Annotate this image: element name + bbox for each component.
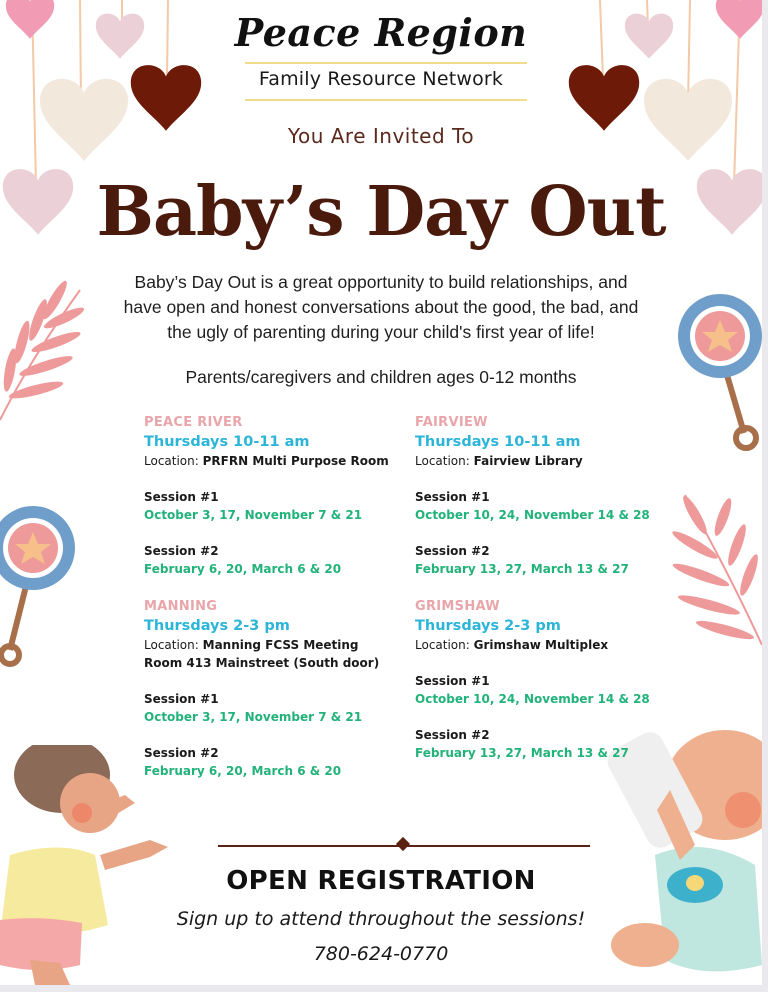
location-venue: Location: Manning FCSS Meeting Room 413 Mainstreet (South door) bbox=[144, 638, 380, 670]
location-venue: Location: Fairview Library bbox=[415, 454, 583, 468]
registration-heading: OPEN REGISTRATION bbox=[226, 866, 536, 896]
session-label: Session #2 bbox=[415, 728, 490, 742]
schedule-column-left bbox=[144, 414, 394, 796]
location-venue: Location: PRFRN Multi Purpose Room bbox=[144, 454, 389, 468]
audience-text: Parents/caregivers and children ages 0-12 months bbox=[185, 367, 577, 387]
event-title: Baby’s Day Out bbox=[96, 172, 666, 252]
session-label: Session #1 bbox=[415, 490, 490, 504]
divider-diamond-icon bbox=[396, 837, 410, 851]
description-line: have open and honest conversations about the good, the bad, and bbox=[123, 297, 639, 317]
session-label: Session #2 bbox=[415, 544, 490, 558]
organization-subtitle: Family Resource Network bbox=[258, 68, 504, 90]
location-name: PEACE RIVER bbox=[144, 415, 243, 430]
session-dates: October 10, 24, November 14 & 28 bbox=[415, 508, 650, 522]
session-label: Session #1 bbox=[415, 674, 490, 688]
session-label: Session #2 bbox=[144, 746, 219, 760]
location-grimshaw bbox=[415, 598, 665, 762]
location-time: Thursdays 2-3 pm bbox=[415, 618, 561, 634]
location-name: MANNING bbox=[144, 599, 218, 614]
registration-tagline: Sign up to attend throughout the sessions! bbox=[176, 908, 586, 930]
session-dates: February 6, 20, March 6 & 20 bbox=[144, 764, 342, 778]
leaf-right-icon bbox=[665, 485, 762, 650]
location-time: Thursdays 2-3 pm bbox=[144, 618, 290, 634]
location-manning bbox=[144, 598, 394, 780]
description-line: the ugly of parenting during your child's first year of life! bbox=[167, 322, 595, 342]
location-time: Thursdays 10-11 am bbox=[415, 434, 581, 450]
session-dates: October 10, 24, November 14 & 28 bbox=[415, 692, 650, 706]
brand-divider-top bbox=[245, 62, 527, 64]
session-dates: February 13, 27, March 13 & 27 bbox=[415, 746, 629, 760]
session-label: Session #1 bbox=[144, 692, 219, 706]
location-peace-river bbox=[144, 414, 394, 578]
location-fairview bbox=[415, 414, 665, 578]
invited-text: You Are Invited To bbox=[287, 124, 475, 148]
session-dates: October 3, 17, November 7 & 21 bbox=[144, 508, 363, 522]
rattle-left-icon bbox=[0, 500, 85, 675]
location-time: Thursdays 10-11 am bbox=[144, 434, 310, 450]
registration-phone[interactable]: 780-624-0770 bbox=[313, 943, 449, 965]
brand-divider-bottom bbox=[245, 99, 527, 101]
location-name: FAIRVIEW bbox=[415, 415, 488, 430]
event-description bbox=[0, 270, 762, 345]
session-dates: February 13, 27, March 13 & 27 bbox=[415, 562, 629, 576]
location-name: GRIMSHAW bbox=[415, 599, 500, 614]
session-label: Session #2 bbox=[144, 544, 219, 558]
session-dates: February 6, 20, March 6 & 20 bbox=[144, 562, 342, 576]
session-dates: October 3, 17, November 7 & 21 bbox=[144, 710, 363, 724]
session-label: Session #1 bbox=[144, 490, 219, 504]
organization-name: Peace Region bbox=[234, 10, 528, 55]
schedule-column-right bbox=[415, 414, 665, 778]
description-line: Baby’s Day Out is a great opportunity to build relationships, and bbox=[134, 272, 628, 292]
location-venue: Location: Grimshaw Multiplex bbox=[415, 638, 609, 652]
